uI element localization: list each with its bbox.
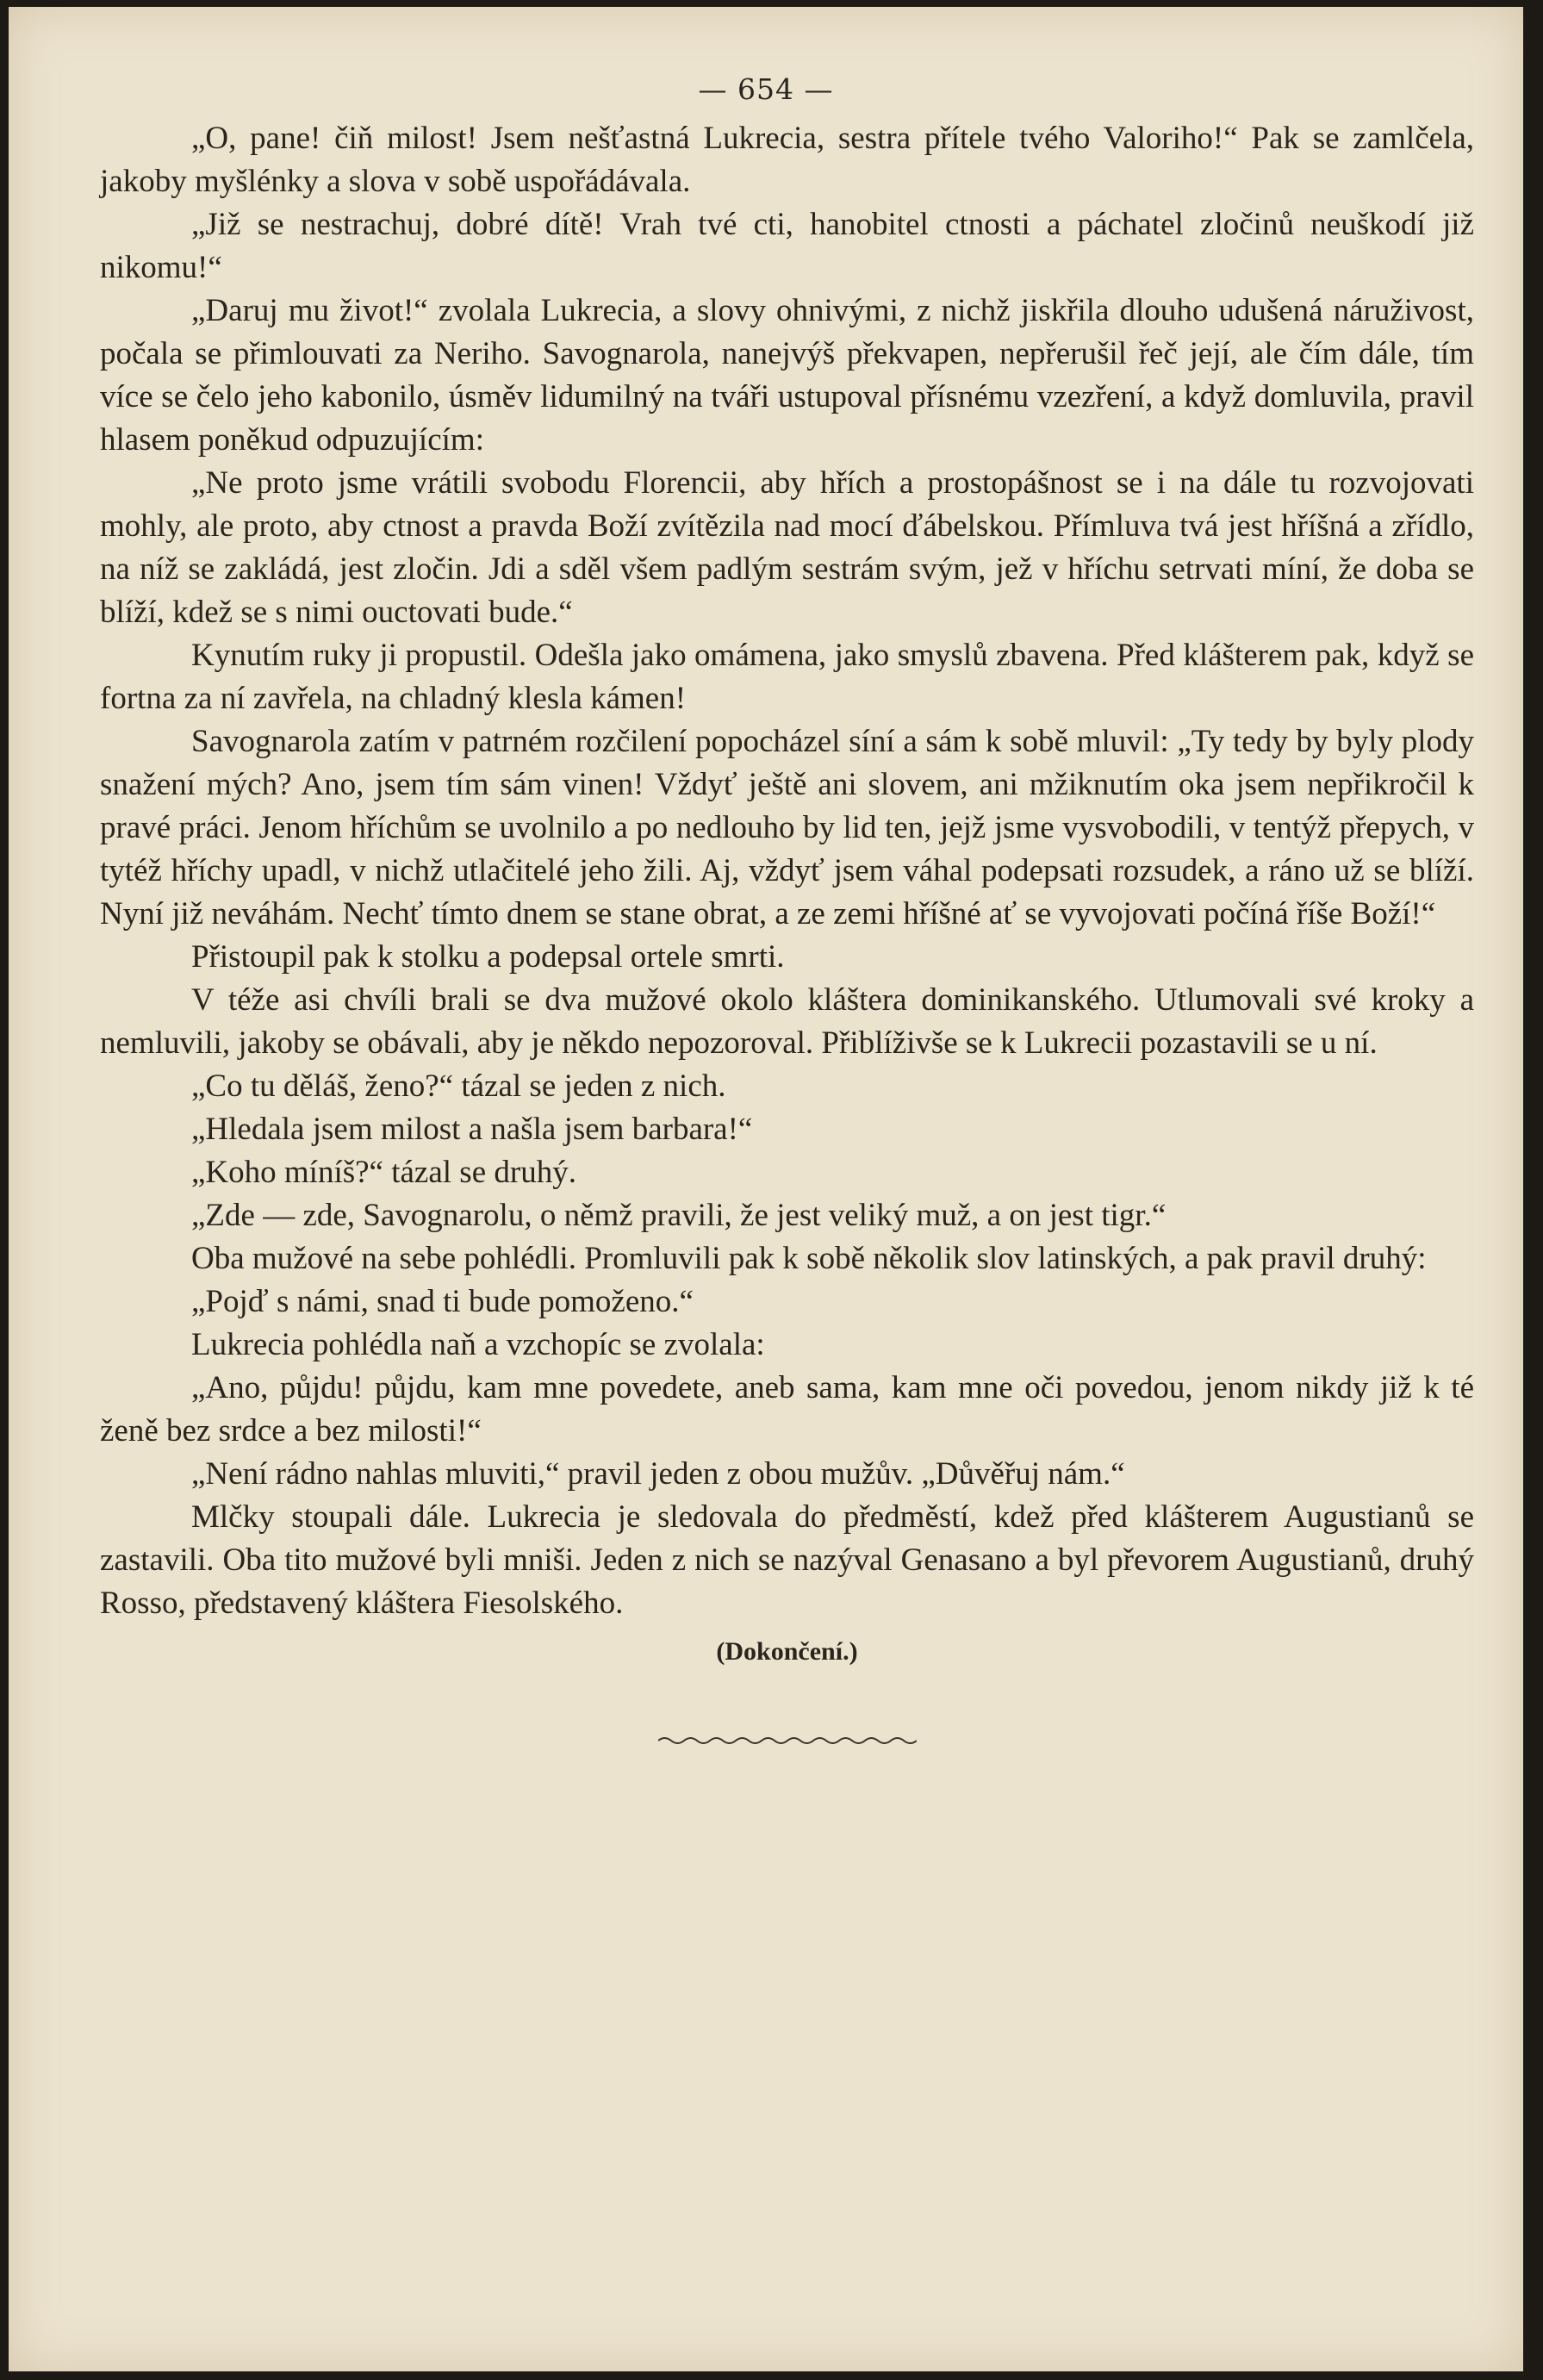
paragraph: V téže asi chvíli brali se dva mužové okolo kláštera dominikanského. Utlumovali své kroky a nemluvili, jakoby se obávali, aby je někdo nepozoroval. Přiblíživše se k Lukrecii pozastavili se u ní. <box>100 982 1474 1061</box>
paragraph: „Zde — zde, Savognarolu, o němž pravili, že jest veliký muž, a on jest tigr.“ <box>191 1198 1167 1233</box>
paragraph: „Ano, půjdu! půjdu, kam mne povedete, aneb sama, kam mne oči povedou, jenom nikdy již k té ženě bez srdce a bez milosti!“ <box>100 1370 1474 1449</box>
paragraph: Mlčky stoupali dále. Lukrecia je sledovala do předměstí, kdež před klášterem Augustianů se zastavili. Oba tito mužové byli mniši. Jeden z nich se nazýval Genasano a byl převorem Augustianů, druhý Rosso, představený kláštera Fiesolského. <box>100 1499 1474 1621</box>
paragraph: Přistoupil pak k stolku a podepsal ortele smrti. <box>191 939 785 975</box>
paragraph: Lukrecia pohlédla naň a vzchopíc se zvolala: <box>191 1327 765 1362</box>
paragraph: Kynutím ruky ji propustil. Odešla jako omámena, jako smyslů zbavena. Před klášterem pak, když se fortna za ní zavřela, na chladný klesla kámen! <box>100 638 1474 716</box>
wavy-rule-ornament-icon <box>658 1734 917 1748</box>
book-page <box>9 7 1523 2371</box>
paragraph: „Již se nestrachuj, dobré dítě! Vrah tvé cti, hanobitel ctnosti a páchatel zločinů neuškodí již nikomu!“ <box>100 207 1474 285</box>
paragraph: „Pojď s námi, snad ti bude pomoženo.“ <box>191 1284 694 1319</box>
page-number: — 654 — <box>698 72 834 106</box>
continuation-note: (Dokončení.) <box>716 1637 858 1666</box>
text-body <box>100 117 1474 1748</box>
paragraph: „Co tu děláš, ženo?“ tázal se jeden z nich. <box>191 1069 726 1104</box>
paragraph: „Ne proto jsme vrátili svobodu Florencii, aby hřích a prostopášnost se i na dále tu rozvojovati mohly, ale proto, aby ctnost a pravda Boží zvítězila nad mocí ďábelskou. Přímluva tvá jest hříšná a zřídlo, na níž se zakládá, jest zločin. Jdi a sděl všem padlým sestrám svým, jež v hříchu setrvati míní, že doba se blíží, kdež se s nimi ouctovati bude.“ <box>100 465 1474 630</box>
paragraph: „Koho míníš?“ tázal se druhý. <box>191 1155 576 1190</box>
paragraph: Savognarola zatím v patrném rozčilení popocházel síní a sám k sobě mluvil: „Ty tedy by byly plody snažení mých? Ano, jsem tím sám vinen! Vždyť ještě ani slovem, ani mžiknutím oka jsem nepřikročil k pravé práci. Jenom hříchům se uvolnilo a po nedlouho by lid ten, jejž jsme vysvobodili, v tentýž přepych, v tytéž hříchy upadl, v nichž utlačitelé jeho žili. Aj, vždyť jsem váhal podepsati rozsudek, a ráno už se blíží. Nyní již neváhám. Nechť tímto dnem se stane obrat, a ze zemi hříšné ať se vyvojovati počíná říše Boží!“ <box>100 724 1474 931</box>
paragraph: „Hledala jsem milost a našla jsem barbara!“ <box>191 1112 753 1147</box>
paragraph: „Není rádno nahlas mluviti,“ pravil jeden z obou mužův. „Důvěřuj nám.“ <box>191 1456 1125 1492</box>
paragraph: „O, pane! čiň milost! Jsem nešťastná Lukrecia, sestra přítele tvého Valoriho!“ Pak se zamlčela, jakoby myšlénky a slova v sobě uspořádávala. <box>100 121 1474 199</box>
paragraph: „Daruj mu život!“ zvolala Lukrecia, a slovy ohnivými, z nichž jiskřila dlouho udušená náruživost, počala se přimlouvati za Neriho. Savognarola, nanejvýš překvapen, nepřerušil řeč její, ale čím dále, tím více se čelo jeho kabonilo, úsměv lidumilný na tváři ustupoval přísnému vzezření, a když domluvila, pravil hlasem poněkud odpuzujícím: <box>100 293 1474 458</box>
paragraph: Oba mužové na sebe pohlédli. Promluvili pak k sobě několik slov latinských, a pak pravil druhý: <box>191 1241 1427 1276</box>
